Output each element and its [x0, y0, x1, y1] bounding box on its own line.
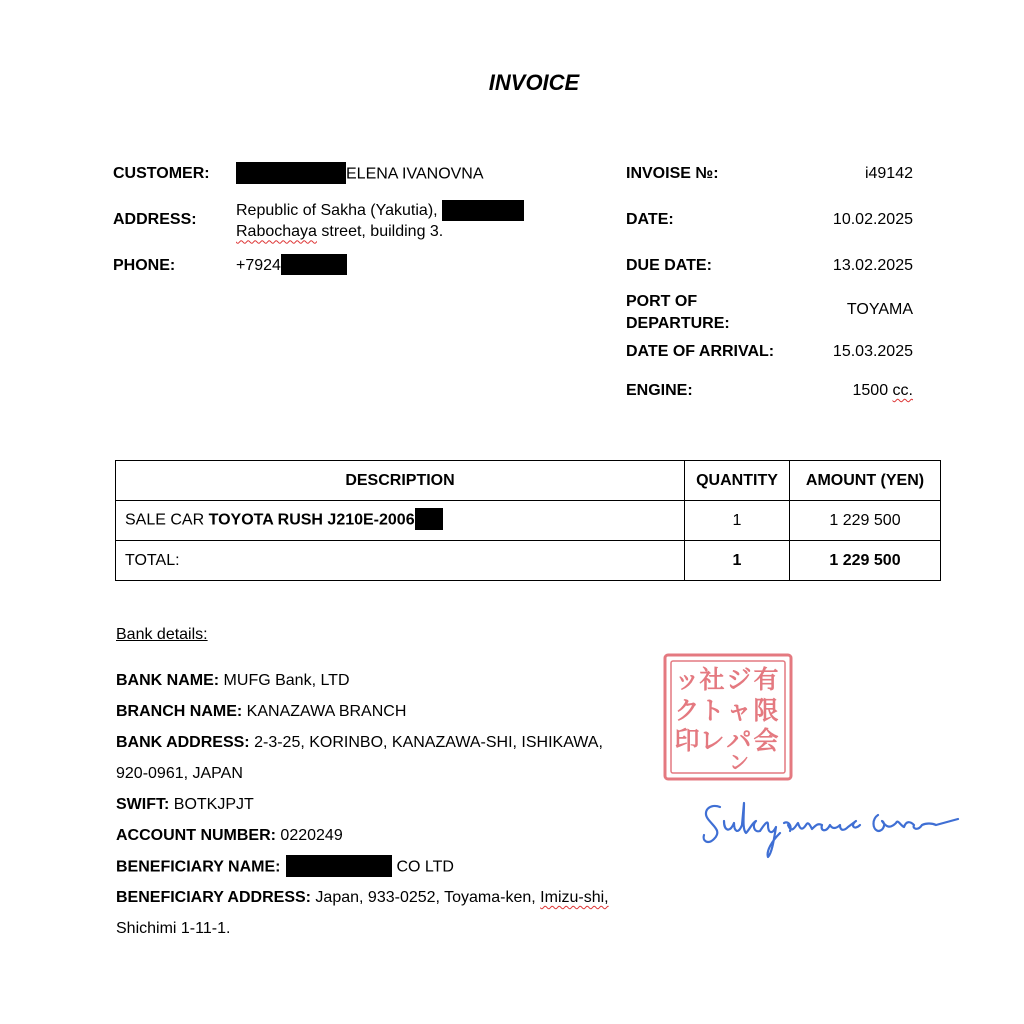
engine-label: ENGINE: [626, 382, 693, 399]
phone-value [236, 257, 347, 275]
account-value: 0220249 [275, 827, 343, 844]
account-label: ACCOUNT NUMBER: [116, 827, 276, 844]
invoice-title: INVOICE [488, 70, 580, 95]
bank-address-line2: 920-0961, JAPAN [116, 765, 243, 782]
engine-value [780, 382, 913, 400]
svg-text:印: 印 [674, 726, 700, 755]
svg-text:限: 限 [753, 696, 779, 725]
beneficiary-value: CO LTD [396, 858, 454, 876]
redaction-bar [286, 855, 392, 877]
row-amount: 1 229 500 [790, 501, 941, 541]
due-date-value: 13.02.2025 [832, 257, 913, 274]
date-value: 10.02.2025 [832, 211, 913, 228]
company-stamp [662, 652, 794, 782]
svg-text:ッ: ッ [674, 665, 700, 694]
account-line [116, 827, 343, 845]
svg-text:パ: パ [726, 726, 752, 755]
swift-label: SWIFT: [116, 796, 170, 813]
svg-text:ト: ト [699, 696, 725, 725]
svg-text:ン: ン [729, 750, 749, 774]
beneficiary-address-value: Japan, 933-0252, Toyama-ken, [310, 889, 541, 906]
row-description [116, 501, 685, 541]
bank-address-value: 2-3-25, KORINBO, KANAZAWA-SHI, ISHIKAWA, [249, 734, 603, 751]
branch-name-line [116, 703, 406, 721]
address-value [236, 200, 524, 242]
beneficiary-label: BENEFICIARY NAME: [116, 858, 281, 876]
row-quantity: 1 [685, 501, 790, 541]
port-label-line1: PORT OF [626, 293, 698, 310]
bank-name-line [116, 672, 350, 690]
bank-details-heading: Bank details: [116, 626, 208, 643]
bank-address-label: BANK ADDRESS: [116, 734, 250, 751]
signature [700, 795, 965, 865]
address-line1: Republic of Sakha (Yakutia), [236, 202, 438, 219]
table-row [116, 501, 941, 541]
customer-name: ELENA IVANOVNA [346, 165, 484, 183]
row-prefix: SALE CAR [125, 511, 209, 529]
port-label-line2: DEPARTURE: [626, 315, 730, 332]
total-quantity: 1 [685, 541, 790, 581]
swift-line [116, 796, 254, 814]
beneficiary-address-word: Imizu-shi, [540, 889, 609, 906]
date-label: DATE: [626, 211, 674, 228]
customer-value [236, 165, 484, 184]
beneficiary-address-line [116, 889, 609, 907]
redaction-bar [281, 254, 347, 275]
arrival-label: DATE OF ARRIVAL: [626, 343, 775, 360]
customer-label: CUSTOMER: [113, 165, 210, 182]
beneficiary-address-line2: Shichimi 1-11-1. [116, 920, 231, 937]
bank-name-value: MUFG Bank, LTD [219, 672, 350, 689]
beneficiary-address-label: BENEFICIARY ADDRESS: [116, 889, 311, 906]
address-line2-rest: street, building 3. [316, 223, 444, 241]
svg-text:社: 社 [699, 665, 725, 694]
phone-label: PHONE: [113, 257, 176, 274]
port-value: TOYAMA [846, 301, 913, 318]
invoice-number-label: INVOISE №: [626, 165, 719, 182]
port-label [626, 291, 730, 335]
redaction-bar [236, 162, 346, 184]
engine-number: 1500 [852, 382, 889, 399]
address-label: ADDRESS: [113, 211, 197, 228]
table-header-row [116, 461, 941, 501]
arrival-value: 15.03.2025 [832, 343, 913, 360]
row-model: TOYOTA RUSH J210E-2006 [208, 511, 415, 529]
address-street-word: Rabochaya [236, 223, 317, 241]
bank-name-label: BANK NAME: [116, 672, 220, 689]
branch-name-label: BRANCH NAME: [116, 703, 243, 720]
svg-text:ャ: ャ [726, 696, 752, 725]
svg-text:レ: レ [699, 726, 725, 755]
branch-name-value: KANAZAWA BRANCH [242, 703, 407, 720]
bank-address-line [116, 734, 603, 752]
total-row [116, 541, 941, 581]
svg-text:会: 会 [753, 726, 779, 755]
total-amount: 1 229 500 [790, 541, 941, 581]
header-amount: AMOUNT (YEN) [790, 461, 941, 501]
phone-prefix: +7924 [236, 257, 281, 275]
beneficiary-line [116, 858, 454, 877]
due-date-label: DUE DATE: [626, 257, 712, 274]
svg-text:ク: ク [674, 696, 700, 725]
header-quantity: QUANTITY [685, 461, 790, 501]
total-label: TOTAL: [116, 541, 685, 581]
redaction-bar [442, 200, 524, 221]
header-description: DESCRIPTION [116, 461, 685, 501]
invoice-number-value: i49142 [864, 165, 913, 182]
swift-value: BOTKJPJT [169, 796, 254, 813]
items-table [115, 460, 941, 581]
redaction-bar [415, 508, 443, 530]
engine-unit: cc. [892, 382, 913, 399]
svg-text:有: 有 [753, 665, 779, 694]
svg-text:ジ: ジ [726, 665, 752, 694]
